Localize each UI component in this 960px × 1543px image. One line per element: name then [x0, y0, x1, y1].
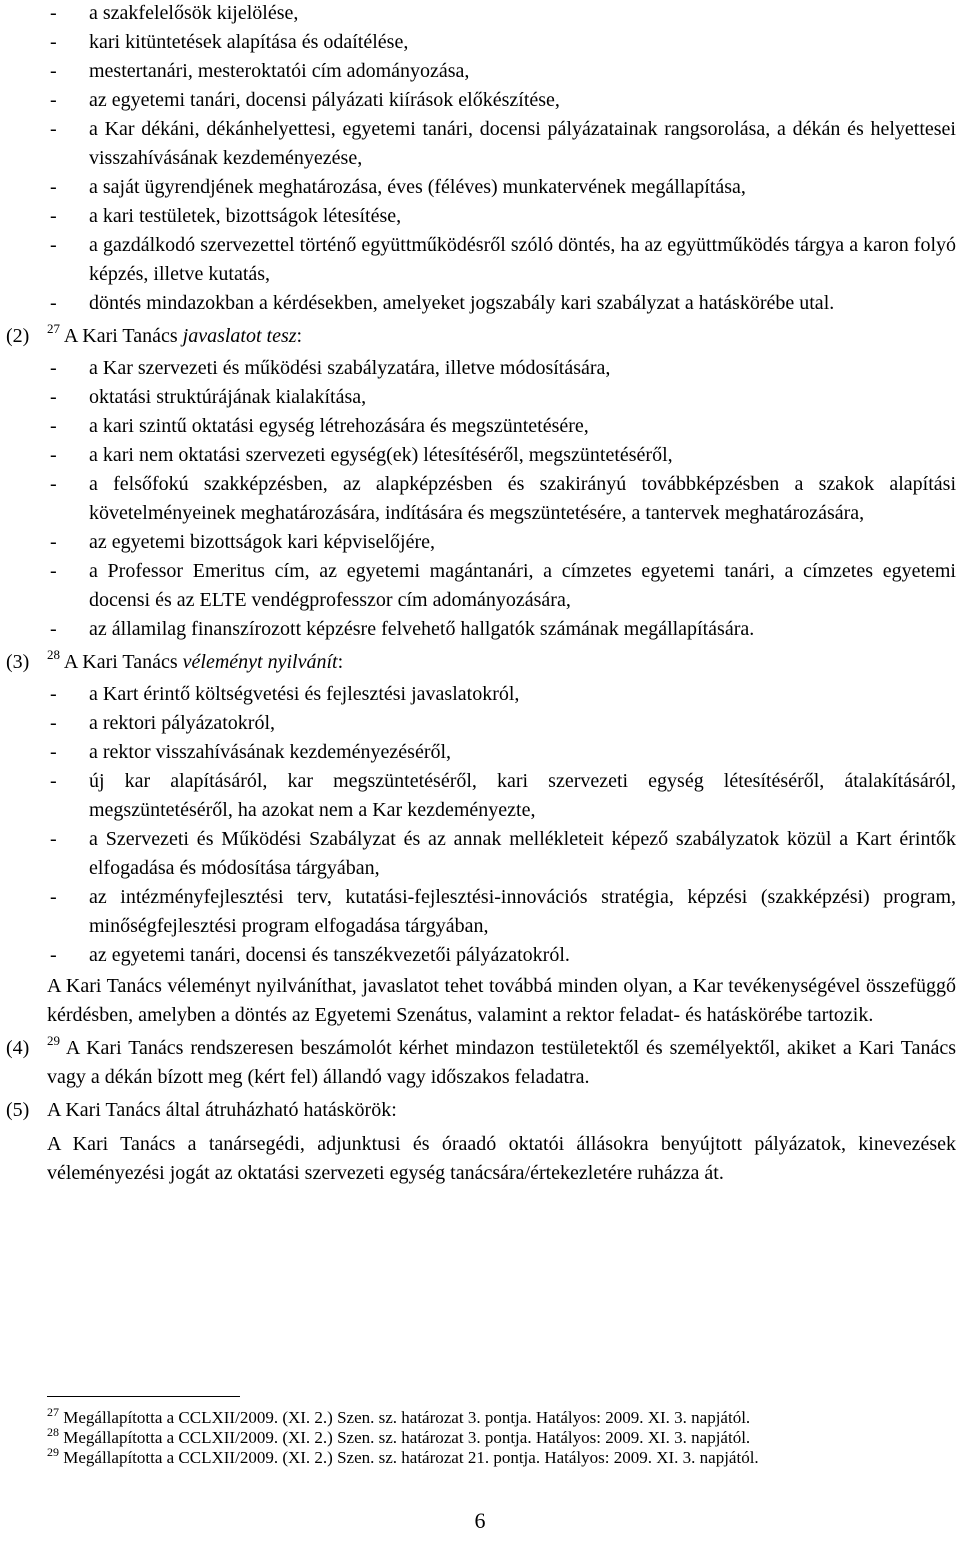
footnote-number: 27 [47, 1405, 59, 1419]
section-3 [0, 648, 960, 1030]
footnote-ref[interactable]: 27 [47, 321, 60, 336]
heading-lead: A Kari Tanács [63, 651, 183, 673]
list-item: - a kari nem oktatási szervezeti egység(ek) létesítéséről, megszüntetéséről, [0, 441, 960, 470]
page-number: 6 [474, 1508, 486, 1533]
list-item: - a Szervezeti és Működési Szabályzat és az annak mellékleteit képező szabályzatok közül a Kart érintők elfogadása és módosítása tárgyában, [0, 825, 960, 883]
list-item: - a Kar dékáni, dékánhelyettesi, egyetemi tanári, docensi pályázatainak rangsorolása, a dékán és helyettesei visszahívásának kezdeményezése, [0, 115, 960, 173]
list-item: - az egyetemi tanári, docensi pályázati kiírások előkészítése, [0, 86, 960, 115]
footnote-number: 29 [47, 1445, 59, 1459]
heading-emphasis: javaslatot tesz [182, 325, 297, 347]
section-3-list [0, 680, 960, 970]
list-item: - az egyetemi bizottságok kari képviselőjére, [0, 528, 960, 557]
section-5-paragraph: A Kari Tanács a tanársegédi, adjunktusi és óraadó oktatói állásokra benyújtott pályázatok, kinevezések véleményezési jogát az oktatási szervezeti egység tanácsára/értekezletére ruházza át. [47, 1133, 956, 1184]
list-item: - a Professor Emeritus cím, az egyetemi magántanári, a címzetes egyetemi tanári, a címzetes egyetemi docensi és az ELTE vendégprofesszor cím adományozására, [0, 557, 960, 615]
footnote [47, 1405, 759, 1428]
list-item: - a rektori pályázatokról, [0, 709, 960, 738]
list-item: - mestertanári, mesteroktatói cím adományozása, [0, 57, 960, 86]
heading-tail: : [296, 325, 303, 347]
section-4-text [0, 1034, 960, 1092]
section-3-paragraph: A Kari Tanács véleményt nyilváníthat, javaslatot tehet továbbá minden olyan, a Kar tevékenységével összefüggő kérdésben, amelyben a döntés az Egyetemi Szenátus, valamint a rektor feladat- és hatáskörébe tartozik. [47, 975, 956, 1026]
section-number: (3) [6, 651, 30, 673]
list-item: - a kari szintű oktatási egység létrehozására és megszüntetésére, [0, 412, 960, 441]
list-item: - kari kitüntetések alapítása és odaítélése, [0, 28, 960, 57]
list-item: - a rektor visszahívásának kezdeményezéséről, [0, 738, 960, 767]
heading-emphasis: véleményt nyilvánít [182, 651, 338, 673]
list-item: - a gazdálkodó szervezettel történő együttműködésről szóló döntés, ha az együttműködés tárgya a karon folyó képzés, illetve kutatás, [0, 231, 960, 289]
section-number: (4) [6, 1037, 30, 1059]
list-item: - oktatási struktúrájának kialakítása, [0, 383, 960, 412]
footnote-number: 28 [47, 1425, 59, 1439]
list-item: - új kar alapításáról, kar megszüntetéséről, kari szervezeti egység létesítéséről, átalakításáról, megszüntetéséről, ha azokat nem a Kar kezdeményezte, [0, 767, 960, 825]
section-number: (2) [6, 325, 30, 347]
list-item: - az államilag finanszírozott képzésre felvehető hallgatók számának megállapítására. [0, 615, 960, 644]
list-item: - a szakfelelősök kijelölése, [0, 0, 960, 28]
list-item: - a Kart érintő költségvetési és fejlesztési javaslatokról, [0, 680, 960, 709]
footnotes [47, 1405, 759, 1468]
intro-list [0, 0, 960, 318]
list-item: - a saját ügyrendjének meghatározása, éves (féléves) munkatervének megállapítása, [0, 173, 960, 202]
list-item: - a Kar szervezeti és működési szabályzatára, illetve módosítására, [0, 354, 960, 383]
footnote-text: Megállapította a CCLXII/2009. (XI. 2.) Szen. sz. határozat 3. pontja. Hatályos: 2009. XI. 3. napjától. [63, 1428, 751, 1447]
list-item: - a felsőfokú szakképzésben, az alapképzésben és szakirányú továbbképzésben a szakok alapítási követelményeinek meghatározására, indítására és megszüntetésére, a tantervek meghatározására, [0, 470, 960, 528]
section-4-body: A Kari Tanács rendszeresen beszámolót kérhet mindazon testületektől és személyektől, akiket a Kari Tanács vagy a dékán bízott meg (kért fel) állandó vagy időszakos feladatra. [47, 1037, 957, 1088]
heading-lead: A Kari Tanács [63, 325, 183, 347]
footnote-ref[interactable]: 28 [47, 647, 60, 662]
heading-tail: : [337, 651, 344, 673]
section-heading [0, 322, 960, 351]
footnote-ref[interactable]: 29 [47, 1033, 60, 1048]
footnote-separator [47, 1396, 240, 1397]
list-item: - a kari testületek, bizottságok létesítése, [0, 202, 960, 231]
footnote-text: Megállapította a CCLXII/2009. (XI. 2.) Szen. sz. határozat 21. pontja. Hatályos: 2009. XI. 3. napjától. [63, 1448, 759, 1467]
section-2 [0, 322, 960, 644]
section-number: (5) [6, 1099, 30, 1121]
footnote [47, 1425, 759, 1448]
list-item: - döntés mindazokban a kérdésekben, amelyeket jogszabály kari szabályzat a hatáskörébe utal. [0, 289, 960, 318]
section-heading [0, 648, 960, 677]
footnote-text: Megállapította a CCLXII/2009. (XI. 2.) Szen. sz. határozat 3. pontja. Hatályos: 2009. XI. 3. napjától. [63, 1408, 751, 1427]
list-item: - az egyetemi tanári, docensi és tanszékvezetői pályázatokról. [0, 941, 960, 970]
section-2-list [0, 354, 960, 644]
section-5 [0, 1096, 960, 1188]
list-item: - az intézményfejlesztési terv, kutatási-fejlesztési-innovációs stratégia, képzési (szakképzési) program, minőségfejlesztési program elfogadása tárgyában, [0, 883, 960, 941]
section-heading: A Kari Tanács által átruházható hatáskörök: [47, 1099, 397, 1121]
section-4 [0, 1034, 960, 1092]
footnote [47, 1445, 759, 1468]
